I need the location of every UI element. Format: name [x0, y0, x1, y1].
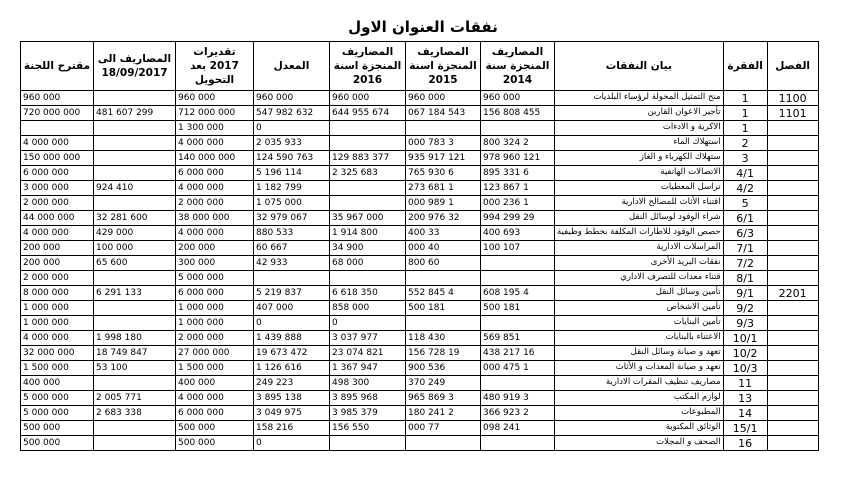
table-row: [21, 121, 819, 136]
cell-bond: 8/1: [723, 271, 767, 286]
cell-2014: 978 960 121: [481, 151, 555, 166]
cell-estimate: 1 000 000: [176, 301, 254, 316]
header-fasl: الفصل: [767, 42, 818, 91]
cell-2016: [330, 121, 406, 136]
cell-bond: 11: [723, 376, 767, 391]
cell-desc: منح التمثيل المخولة لرؤساء البلديات: [555, 91, 724, 106]
cell-fasl: [767, 256, 818, 271]
cell-2015: 000 783 3: [406, 136, 481, 151]
cell-expenses: 100 000: [94, 241, 176, 256]
cell-2016: 1 367 947: [330, 361, 406, 376]
cell-bond: 6/3: [723, 226, 767, 241]
cell-2015: 965 869 3: [406, 391, 481, 406]
cell-2015: [406, 436, 481, 451]
cell-bond: 13: [723, 391, 767, 406]
cell-average: 407 000: [254, 301, 330, 316]
cell-2016: 35 967 000: [330, 211, 406, 226]
cell-2015: [406, 121, 481, 136]
table-row: [21, 436, 819, 451]
cell-estimate: 500 000: [176, 436, 254, 451]
cell-2014: [481, 376, 555, 391]
cell-2016: 2 325 683: [330, 166, 406, 181]
cell-average: 0: [254, 121, 330, 136]
cell-proposal: 4 000 000: [21, 331, 94, 346]
table-row: [21, 391, 819, 406]
cell-2015: 552 845 4: [406, 286, 481, 301]
cell-fasl: [767, 241, 818, 256]
cell-bond: 10/2: [723, 346, 767, 361]
table-row: [21, 271, 819, 286]
table-row: [21, 226, 819, 241]
cell-bond: 15/1: [723, 421, 767, 436]
cell-proposal: 500 000: [21, 436, 94, 451]
cell-2015: [406, 271, 481, 286]
table-row: [21, 241, 819, 256]
cell-2014: 438 217 16: [481, 346, 555, 361]
table-row: [21, 301, 819, 316]
header-average: المعدل: [254, 42, 330, 91]
cell-desc: قتناء معدات للتصرف الاداري: [555, 271, 724, 286]
cell-estimate: 1 000 000: [176, 316, 254, 331]
cell-2014: 366 923 2: [481, 406, 555, 421]
table-row: [21, 181, 819, 196]
cell-desc: شراء الوقود لوسائل النقل: [555, 211, 724, 226]
table-row: [21, 91, 819, 106]
cell-2014: 994 299 29: [481, 211, 555, 226]
cell-fasl: [767, 361, 818, 376]
cell-estimate: 1 500 000: [176, 361, 254, 376]
cell-2016: 960 000: [330, 91, 406, 106]
cell-average: 249 223: [254, 376, 330, 391]
cell-bond: 3: [723, 151, 767, 166]
cell-average: 19 673 472: [254, 346, 330, 361]
cell-desc: الوثائق المكتوبة: [555, 421, 724, 436]
table-row: [21, 136, 819, 151]
header-2015: المصاريف المنجزة اسنة 2015: [406, 42, 481, 91]
cell-estimate: 27 000 000: [176, 346, 254, 361]
expenses-table: [20, 41, 819, 451]
cell-estimate: 1 300 000: [176, 121, 254, 136]
cell-estimate: 200 000: [176, 241, 254, 256]
cell-average: 0: [254, 436, 330, 451]
header-estimate-2017: تقديرات 2017 بعد التحويل: [176, 42, 254, 91]
cell-proposal: 3 000 000: [21, 181, 94, 196]
cell-average: 158 216: [254, 421, 330, 436]
cell-bond: 16: [723, 436, 767, 451]
cell-proposal: 5 000 000: [21, 406, 94, 421]
cell-bond: 5: [723, 196, 767, 211]
cell-2015: 500 181: [406, 301, 481, 316]
cell-2015: 900 536: [406, 361, 481, 376]
cell-estimate: 300 000: [176, 256, 254, 271]
cell-fasl: [767, 391, 818, 406]
table-row: [21, 196, 819, 211]
cell-desc: اقتناء الأثاث للمصالح الادارية: [555, 196, 724, 211]
cell-estimate: 4 000 000: [176, 181, 254, 196]
cell-estimate: 4 000 000: [176, 136, 254, 151]
cell-average: 1 126 616: [254, 361, 330, 376]
cell-bond: 14: [723, 406, 767, 421]
cell-fasl: [767, 121, 818, 136]
cell-2016: [330, 436, 406, 451]
cell-desc: تعهد و صيانة المعدات و الأثاث: [555, 361, 724, 376]
table-row: [21, 346, 819, 361]
cell-desc: الصحف و المجلات: [555, 436, 724, 451]
cell-desc: الاكرية و الادءات: [555, 121, 724, 136]
cell-2016: 644 955 674: [330, 106, 406, 121]
table-row: [21, 361, 819, 376]
cell-2014: [481, 121, 555, 136]
cell-2014: 480 919 3: [481, 391, 555, 406]
cell-expenses: [94, 316, 176, 331]
table-row: [21, 256, 819, 271]
cell-2016: [330, 181, 406, 196]
cell-fasl: [767, 376, 818, 391]
cell-estimate: 6 000 000: [176, 406, 254, 421]
cell-2014: 098 241: [481, 421, 555, 436]
cell-expenses: [94, 421, 176, 436]
cell-2016: 1 914 800: [330, 226, 406, 241]
cell-desc: ستهلاك الكهرباء و الغاز: [555, 151, 724, 166]
header-2016: المصاريف المنجزة اسنة 2016: [330, 42, 406, 91]
cell-desc: الاتصالات الهاتفية: [555, 166, 724, 181]
cell-fasl: [767, 406, 818, 421]
cell-2016: [330, 271, 406, 286]
cell-proposal: [21, 121, 94, 136]
cell-expenses: [94, 121, 176, 136]
cell-expenses: 429 000: [94, 226, 176, 241]
cell-proposal: 1 000 000: [21, 316, 94, 331]
cell-2014: 400 693: [481, 226, 555, 241]
cell-expenses: 1 998 180: [94, 331, 176, 346]
cell-fasl: [767, 211, 818, 226]
cell-estimate: 5 000 000: [176, 271, 254, 286]
cell-expenses: [94, 166, 176, 181]
cell-bond: 6/1: [723, 211, 767, 226]
cell-2016: 6 618 350: [330, 286, 406, 301]
cell-average: 547 982 632: [254, 106, 330, 121]
cell-2014: 000 236 1: [481, 196, 555, 211]
cell-2016: 498 300: [330, 376, 406, 391]
cell-fasl: 1101: [767, 106, 818, 121]
header-row: [21, 42, 819, 91]
cell-fasl: [767, 226, 818, 241]
cell-desc: المراسلات الادارية: [555, 241, 724, 256]
cell-average: 0: [254, 316, 330, 331]
cell-2016: 68 000: [330, 256, 406, 271]
cell-bond: 1: [723, 121, 767, 136]
cell-estimate: 38 000 000: [176, 211, 254, 226]
cell-fasl: [767, 331, 818, 346]
cell-proposal: 200 000: [21, 241, 94, 256]
cell-2015: 000 77: [406, 421, 481, 436]
header-desc: بيان النفقات: [555, 42, 724, 91]
cell-2016: [330, 136, 406, 151]
cell-2014: 123 867 1: [481, 181, 555, 196]
cell-expenses: 6 291 133: [94, 286, 176, 301]
cell-expenses: [94, 196, 176, 211]
cell-fasl: [767, 136, 818, 151]
cell-estimate: 140 000 000: [176, 151, 254, 166]
table-body: [21, 91, 819, 451]
cell-proposal: 200 000: [21, 256, 94, 271]
cell-bond: 4/2: [723, 181, 767, 196]
cell-bond: 10/3: [723, 361, 767, 376]
cell-desc: تأمين الاشخاص: [555, 301, 724, 316]
cell-fasl: [767, 301, 818, 316]
cell-2015: 370 249: [406, 376, 481, 391]
cell-average: [254, 271, 330, 286]
cell-2015: 765 930 6: [406, 166, 481, 181]
cell-2016: 23 074 821: [330, 346, 406, 361]
cell-2014: 800 324 2: [481, 136, 555, 151]
cell-fasl: [767, 181, 818, 196]
cell-proposal: 150 000 000: [21, 151, 94, 166]
cell-bond: 9/1: [723, 286, 767, 301]
cell-proposal: 1 500 000: [21, 361, 94, 376]
cell-fasl: [767, 346, 818, 361]
cell-fasl: [767, 151, 818, 166]
cell-desc: استهلاك الماء: [555, 136, 724, 151]
cell-2016: 858 000: [330, 301, 406, 316]
cell-2014: [481, 256, 555, 271]
cell-2016: 3 037 977: [330, 331, 406, 346]
cell-estimate: 6 000 000: [176, 286, 254, 301]
cell-desc: مصاريف تنظيف المقرات الادارية: [555, 376, 724, 391]
cell-2014: [481, 316, 555, 331]
cell-expenses: 65 600: [94, 256, 176, 271]
cell-proposal: 4 000 000: [21, 226, 94, 241]
cell-bond: 2: [723, 136, 767, 151]
cell-fasl: 1100: [767, 91, 818, 106]
cell-average: 1 075 000: [254, 196, 330, 211]
page-title: نفقات العنوان الاول: [348, 18, 498, 36]
cell-2016: 0: [330, 316, 406, 331]
cell-2015: 400 33: [406, 226, 481, 241]
cell-2016: 3 895 968: [330, 391, 406, 406]
table-row: [21, 331, 819, 346]
cell-average: 880 533: [254, 226, 330, 241]
cell-proposal: 4 000 000: [21, 136, 94, 151]
cell-2014: [481, 436, 555, 451]
cell-desc: الاعتناء بالبنايات: [555, 331, 724, 346]
cell-average: 2 035 933: [254, 136, 330, 151]
cell-estimate: 712 000 000: [176, 106, 254, 121]
table-row: [21, 286, 819, 301]
cell-proposal: 2 000 000: [21, 271, 94, 286]
cell-estimate: 4 000 000: [176, 226, 254, 241]
cell-expenses: [94, 91, 176, 106]
cell-fasl: [767, 316, 818, 331]
table-row: [21, 211, 819, 226]
cell-average: 42 933: [254, 256, 330, 271]
cell-average: 60 667: [254, 241, 330, 256]
cell-proposal: 5 000 000: [21, 391, 94, 406]
cell-desc: تأجير الاعوان القارين: [555, 106, 724, 121]
cell-2015: 200 976 32: [406, 211, 481, 226]
cell-proposal: 2 000 000: [21, 196, 94, 211]
cell-proposal: 6 000 000: [21, 166, 94, 181]
cell-2014: [481, 271, 555, 286]
cell-2015: [406, 316, 481, 331]
cell-bond: 10/1: [723, 331, 767, 346]
cell-estimate: 960 000: [176, 91, 254, 106]
cell-average: 1 439 888: [254, 331, 330, 346]
cell-expenses: [94, 301, 176, 316]
table-row: [21, 166, 819, 181]
table-row: [21, 421, 819, 436]
cell-desc: تأمين وسائل النقل: [555, 286, 724, 301]
cell-fasl: [767, 271, 818, 286]
cell-2014: 895 331 6: [481, 166, 555, 181]
cell-estimate: 500 000: [176, 421, 254, 436]
cell-fasl: [767, 166, 818, 181]
cell-2015: 960 000: [406, 91, 481, 106]
cell-2015: 935 917 121: [406, 151, 481, 166]
cell-expenses: [94, 271, 176, 286]
cell-desc: تأمين البنايات: [555, 316, 724, 331]
cell-expenses: 924 410: [94, 181, 176, 196]
cell-expenses: 481 607 299: [94, 106, 176, 121]
cell-expenses: 18 749 847: [94, 346, 176, 361]
cell-estimate: 4 000 000: [176, 391, 254, 406]
table-row: [21, 106, 819, 121]
cell-desc: حصص الوقود للاطارات المكلفة بخطط وظيفية: [555, 226, 724, 241]
cell-bond: 9/3: [723, 316, 767, 331]
cell-average: 5 196 114: [254, 166, 330, 181]
cell-expenses: 32 281 600: [94, 211, 176, 226]
cell-expenses: [94, 151, 176, 166]
cell-2014: 156 808 455: [481, 106, 555, 121]
cell-2016: 3 985 379: [330, 406, 406, 421]
cell-2016: 34 900: [330, 241, 406, 256]
cell-2016: 129 883 377: [330, 151, 406, 166]
cell-estimate: 2 000 000: [176, 196, 254, 211]
header-expenses-2017: المصاريف الى 18/09/2017: [94, 42, 176, 91]
cell-proposal: 8 000 000: [21, 286, 94, 301]
cell-expenses: 2 683 338: [94, 406, 176, 421]
cell-average: 5 219 837: [254, 286, 330, 301]
cell-expenses: 2 005 771: [94, 391, 176, 406]
cell-bond: 4/1: [723, 166, 767, 181]
cell-fasl: [767, 436, 818, 451]
cell-2015: 156 728 19: [406, 346, 481, 361]
cell-proposal: 44 000 000: [21, 211, 94, 226]
cell-2014: 500 181: [481, 301, 555, 316]
cell-proposal: 1 000 000: [21, 301, 94, 316]
cell-desc: المطبوعات: [555, 406, 724, 421]
cell-2015: 067 184 543: [406, 106, 481, 121]
cell-desc: تعهد و صيانة وسائل النقل: [555, 346, 724, 361]
cell-average: 3 049 975: [254, 406, 330, 421]
cell-average: 3 895 138: [254, 391, 330, 406]
header-2014: المصاريف المنجزة سنة 2014: [481, 42, 555, 91]
cell-average: 32 979 067: [254, 211, 330, 226]
cell-fasl: [767, 196, 818, 211]
cell-fasl: [767, 421, 818, 436]
cell-estimate: 2 000 000: [176, 331, 254, 346]
cell-proposal: 400 000: [21, 376, 94, 391]
cell-2014: 569 851: [481, 331, 555, 346]
cell-bond: 7/2: [723, 256, 767, 271]
cell-2014: 960 000: [481, 91, 555, 106]
table-row: [21, 151, 819, 166]
cell-2016: [330, 196, 406, 211]
cell-expenses: [94, 376, 176, 391]
cell-2015: 273 681 1: [406, 181, 481, 196]
cell-average: 124 590 763: [254, 151, 330, 166]
cell-desc: نفقات البريد الأخرى: [555, 256, 724, 271]
cell-2015: 000 989 1: [406, 196, 481, 211]
cell-2015: 180 241 2: [406, 406, 481, 421]
cell-estimate: 6 000 000: [176, 166, 254, 181]
table-row: [21, 316, 819, 331]
cell-2016: 156 550: [330, 421, 406, 436]
cell-desc: تراسل المعطيات: [555, 181, 724, 196]
cell-expenses: 53 100: [94, 361, 176, 376]
cell-desc: لوازم المكتب: [555, 391, 724, 406]
cell-proposal: 500 000: [21, 421, 94, 436]
cell-proposal: 960 000: [21, 91, 94, 106]
cell-expenses: [94, 436, 176, 451]
cell-proposal: 32 000 000: [21, 346, 94, 361]
cell-bond: 7/1: [723, 241, 767, 256]
table-row: [21, 406, 819, 421]
cell-2015: 118 430: [406, 331, 481, 346]
cell-2014: 100 107: [481, 241, 555, 256]
cell-2014: 608 195 4: [481, 286, 555, 301]
cell-average: 960 000: [254, 91, 330, 106]
cell-bond: 9/2: [723, 301, 767, 316]
header-proposal: مقترح اللجنة: [21, 42, 94, 91]
cell-expenses: [94, 136, 176, 151]
cell-average: 1 182 799: [254, 181, 330, 196]
header-bond: الفقرة: [723, 42, 767, 91]
cell-2014: 000 475 1: [481, 361, 555, 376]
cell-proposal: 720 000 000: [21, 106, 94, 121]
cell-estimate: 400 000: [176, 376, 254, 391]
cell-2015: 800 60: [406, 256, 481, 271]
cell-bond: 1: [723, 106, 767, 121]
cell-bond: 1: [723, 91, 767, 106]
table-row: [21, 376, 819, 391]
cell-2015: 000 40: [406, 241, 481, 256]
cell-fasl: 2201: [767, 286, 818, 301]
